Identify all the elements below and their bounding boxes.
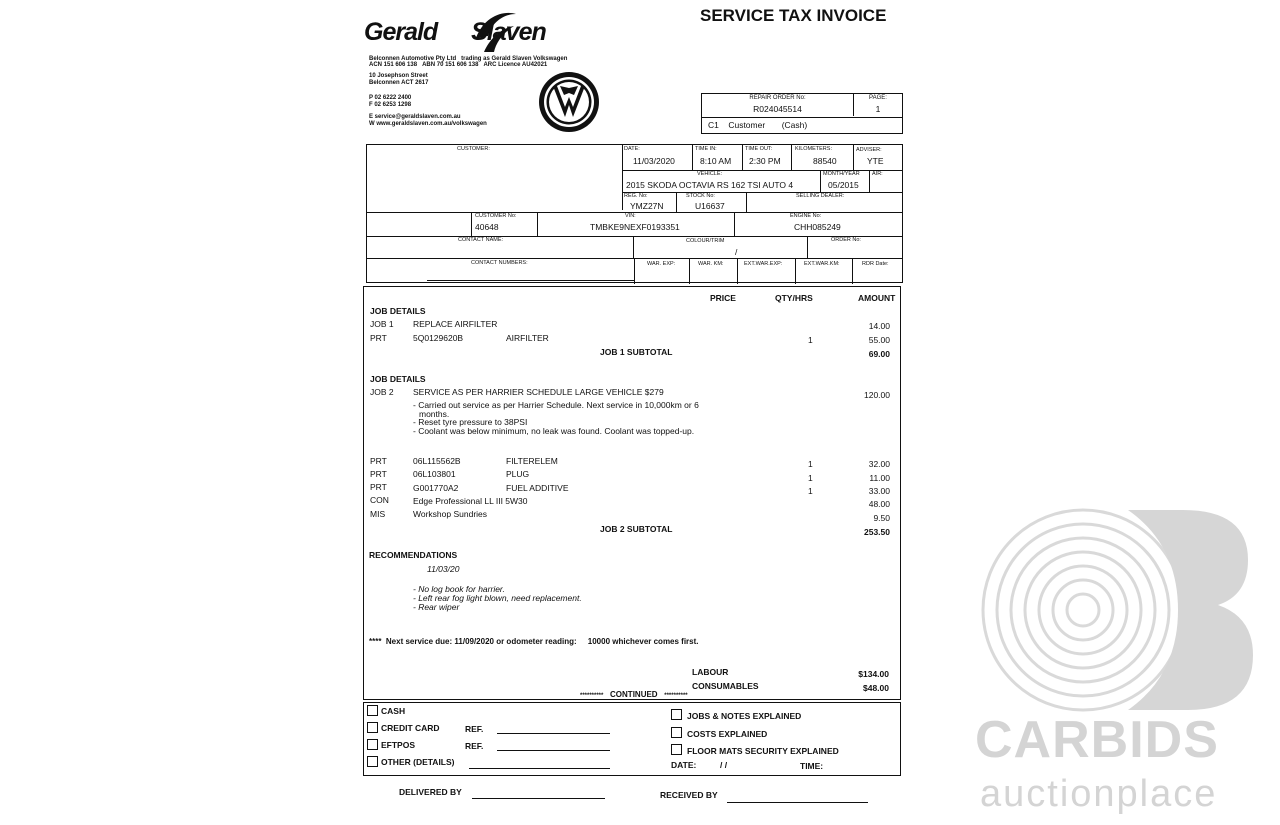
credit-card-ref-line[interactable] xyxy=(497,733,610,734)
acn: ACN 151 606 138 xyxy=(369,62,418,68)
watermark-tagline: auctionplace xyxy=(980,773,1218,815)
selling-dealer-label: SELLING DEALER: xyxy=(796,193,845,199)
contact-numbers-label: CONTACT NUMBERS: xyxy=(471,260,528,266)
month-year-value: 05/2015 xyxy=(828,180,859,190)
vehicle-value: 2015 SKODA OCTAVIA RS 162 TSI AUTO 4 xyxy=(626,180,794,190)
part-qty: 1 xyxy=(808,486,813,496)
rdr-date-label: RDR Date: xyxy=(862,261,889,267)
job2-note: - Reset tyre pressure to 38PSI xyxy=(413,417,528,427)
next-service-note xyxy=(369,637,699,646)
colour-value: / xyxy=(735,247,738,257)
time-out-label: TIME OUT: xyxy=(745,146,773,152)
checklist-time-label: TIME: xyxy=(800,761,824,771)
trading-as: trading as Gerald Slaven Volkswagen xyxy=(461,56,568,62)
job1-amount: 14.00 xyxy=(868,321,890,331)
part-number: Workshop Sundries xyxy=(413,509,488,519)
part-number: 06L115562B xyxy=(413,456,461,466)
consumables-label: CONSUMABLES xyxy=(692,681,759,691)
recommendation-item: - Left rear fog light blown, need replacement. xyxy=(413,593,582,603)
order-label: ORDER No: xyxy=(831,237,861,243)
job2-code: JOB 2 xyxy=(370,387,394,397)
address-line-2: Belconnen ACT 2617 xyxy=(369,80,429,86)
job1-code: JOB 1 xyxy=(370,319,394,329)
page-label: PAGE: xyxy=(869,95,887,101)
vin-label: VIN: xyxy=(625,213,636,219)
recommendations-heading: RECOMMENDATIONS xyxy=(369,550,458,560)
next-service-reading: 10000 whichever comes first. xyxy=(587,637,699,646)
dealer-contact-web xyxy=(369,114,487,128)
repair-order-box xyxy=(701,93,903,134)
ro-label: REPAIR ORDER No: xyxy=(749,95,806,101)
job1-subtotal-label: JOB 1 SUBTOTAL xyxy=(600,347,673,357)
continued-text: CONTINUED xyxy=(610,690,658,699)
fax: F 02 6253 1298 xyxy=(369,102,412,108)
recommendations-date: 11/03/20 xyxy=(427,564,460,574)
credit-card-checkbox[interactable] xyxy=(367,722,378,733)
customer-no-label: CUSTOMER No: xyxy=(475,213,517,219)
part-amount: 55.00 xyxy=(868,335,890,345)
qty-header: QTY/HRS xyxy=(775,293,813,303)
adviser-value: YTE xyxy=(867,156,884,166)
costs-checkbox[interactable] xyxy=(671,727,682,738)
received-by-line[interactable] xyxy=(727,802,868,803)
email: E service@geraldslaven.com.au xyxy=(369,114,461,120)
jobs-notes-checkbox[interactable] xyxy=(671,709,682,720)
watermark-brand: CARBIDS xyxy=(975,711,1219,769)
part-amount: 32.00 xyxy=(868,459,890,469)
dealer-address xyxy=(369,73,428,87)
time-in-label: TIME IN: xyxy=(695,146,717,152)
stock-label: STOCK No: xyxy=(686,193,715,199)
adviser-label: ADVISER: xyxy=(856,147,882,153)
continued-marker xyxy=(580,690,688,699)
amount-header: AMOUNT xyxy=(858,293,896,303)
jobs-notes-label: JOBS & NOTES EXPLAINED xyxy=(687,711,802,721)
part-amount: 11.00 xyxy=(869,473,890,483)
contact-name-label: CONTACT NAME: xyxy=(458,237,504,243)
part-number: 06L103801 xyxy=(413,469,456,479)
other-label: OTHER (DETAILS) xyxy=(381,757,455,767)
job2-note: - Coolant was below minimum, no leak was found. Coolant was topped-up. xyxy=(413,425,695,436)
part-type: PRT xyxy=(370,469,387,479)
vw-logo xyxy=(538,71,600,133)
engine-label: ENGINE No: xyxy=(790,213,822,219)
job2-description: SERVICE AS PER HARRIER SCHEDULE LARGE VEHICLE $279 xyxy=(413,387,664,397)
cash-label: CASH xyxy=(381,706,406,716)
war-km-label: WAR. KM: xyxy=(698,261,724,267)
part-amount: 48.00 xyxy=(868,499,890,509)
job1-description: REPLACE AIRFILTER xyxy=(413,319,498,329)
cash-checkbox[interactable] xyxy=(367,705,378,716)
checklist-date-slashes: / / xyxy=(720,760,728,770)
part-description: FILTERELEM xyxy=(506,456,558,466)
recommendation-item: - No log book for harrier. xyxy=(413,584,505,594)
received-by-label: RECEIVED BY xyxy=(660,790,718,800)
ro-number: R024045514 xyxy=(753,104,802,114)
company-ids xyxy=(369,62,547,69)
checklist-date-label: DATE: xyxy=(671,760,697,770)
other-checkbox[interactable] xyxy=(367,756,378,767)
month-year-label: MONTH/YEAR xyxy=(823,171,860,177)
vehicle-customer-block xyxy=(366,144,903,283)
credit-card-ref-label: REF. xyxy=(465,724,484,734)
part-type: MIS xyxy=(370,509,386,519)
time-in-value: 8:10 AM xyxy=(700,156,732,166)
customer-type xyxy=(708,120,807,130)
eftpos-ref-label: REF. xyxy=(465,741,484,751)
date-value: 11/03/2020 xyxy=(633,156,675,166)
page-number: 1 xyxy=(875,104,881,114)
part-amount: 33.00 xyxy=(868,486,890,496)
reg-label: REG. No: xyxy=(624,193,648,199)
floor-mats-label: FLOOR MATS SECURITY EXPLAINED xyxy=(687,746,839,756)
arc-licence: ARC Licence AU42021 xyxy=(483,62,548,68)
stars-right: ********** xyxy=(664,693,688,699)
next-service-text: Next service due: 11/09/2020 or odometer reading: xyxy=(385,637,577,646)
delivered-by-line[interactable] xyxy=(472,798,605,799)
part-qty: 1 xyxy=(808,335,813,345)
vehicle-label: VEHICLE: xyxy=(697,171,723,177)
other-details-line[interactable] xyxy=(469,768,610,769)
labour-label: LABOUR xyxy=(692,667,729,677)
job2-note: months. xyxy=(419,408,450,419)
vin-value: TMBKE9NEXF0193351 xyxy=(590,222,680,232)
company-name: Belconnen Automotive Pty Ltd xyxy=(369,56,457,62)
part-type: PRT xyxy=(370,333,387,343)
job1-heading: JOB DETAILS xyxy=(370,306,426,316)
stars-left: ********** xyxy=(580,693,604,699)
costs-label: COSTS EXPLAINED xyxy=(687,729,768,739)
reg-value: YMZ27N xyxy=(630,201,664,211)
stock-value: U16637 xyxy=(695,201,725,211)
floor-mats-checkbox[interactable] xyxy=(671,744,682,755)
part-type: CON xyxy=(370,495,389,505)
next-service-stars: **** xyxy=(369,637,382,646)
part-amount: 9.50 xyxy=(873,513,890,523)
address-line-1: 10 Josephson Street xyxy=(369,73,428,79)
time-out-value: 2:30 PM xyxy=(749,156,781,166)
km-value: 88540 xyxy=(813,156,837,166)
part-type: PRT xyxy=(370,456,387,466)
dealer-logo-text: Gerald Slaven xyxy=(364,18,546,46)
km-label: KILOMETERS: xyxy=(795,146,832,152)
cash-word: (Cash) xyxy=(781,120,808,130)
ext-war-km-label: EXT.WAR.KM: xyxy=(804,261,840,267)
job2-subtotal: 253.50 xyxy=(864,527,890,537)
labour-amount: $134.00 xyxy=(858,669,889,679)
job2-subtotal-label: JOB 2 SUBTOTAL xyxy=(600,524,673,534)
date-label: DATE: xyxy=(624,146,640,152)
carbids-watermark-logo xyxy=(978,505,1258,715)
part-description: AIRFILTER xyxy=(506,333,549,343)
dealer-phones xyxy=(369,95,411,109)
phone: P 02 6222 2400 xyxy=(369,95,412,101)
job2-notes xyxy=(413,401,699,435)
engine-value: CHH085249 xyxy=(794,222,841,232)
eftpos-checkbox[interactable] xyxy=(367,739,378,750)
recommendations-list xyxy=(413,585,582,612)
c1-code: C1 xyxy=(708,120,719,130)
part-type: PRT xyxy=(370,482,387,492)
customer-label: CUSTOMER: xyxy=(457,146,490,152)
credit-card-label: CREDIT CARD xyxy=(381,723,440,733)
air-label: AIR: xyxy=(872,171,883,177)
website: W www.geraldslaven.com.au/volkswagen xyxy=(369,121,487,127)
eftpos-label: EFTPOS xyxy=(381,740,416,750)
colour-label: COLOUR/TRIM xyxy=(686,238,725,244)
part-qty: 1 xyxy=(808,473,813,483)
delivered-by-label: DELIVERED BY xyxy=(399,787,462,797)
job2-amount: 120.00 xyxy=(864,390,890,400)
job2-note: - Carried out service as per Harrier Schedule. Next service in 10,000km or 6 xyxy=(413,400,699,410)
war-exp-label: WAR. EXP: xyxy=(647,261,676,267)
invoice-title: SERVICE TAX INVOICE xyxy=(700,6,887,25)
job1-subtotal: 69.00 xyxy=(868,349,890,359)
customer-no-value: 40648 xyxy=(475,222,499,232)
customer-word: Customer xyxy=(728,120,766,130)
recommendation-item: - Rear wiper xyxy=(413,602,460,612)
price-header: PRICE xyxy=(710,293,736,303)
part-description: PLUG xyxy=(506,469,530,479)
job2-heading: JOB DETAILS xyxy=(370,374,426,384)
eftpos-ref-line[interactable] xyxy=(497,750,610,751)
part-description: FUEL ADDITIVE xyxy=(506,483,569,493)
part-qty: 1 xyxy=(808,459,813,469)
part-number: 5Q0129620B xyxy=(413,333,464,343)
part-number: G001770A2 xyxy=(413,483,459,493)
abn: ABN 70 151 606 138 xyxy=(422,62,479,68)
part-number: Edge Professional LL III 5W30 xyxy=(413,496,528,506)
consumables-amount: $48.00 xyxy=(863,683,889,693)
ext-war-exp-label: EXT.WAR.EXP: xyxy=(744,261,783,267)
